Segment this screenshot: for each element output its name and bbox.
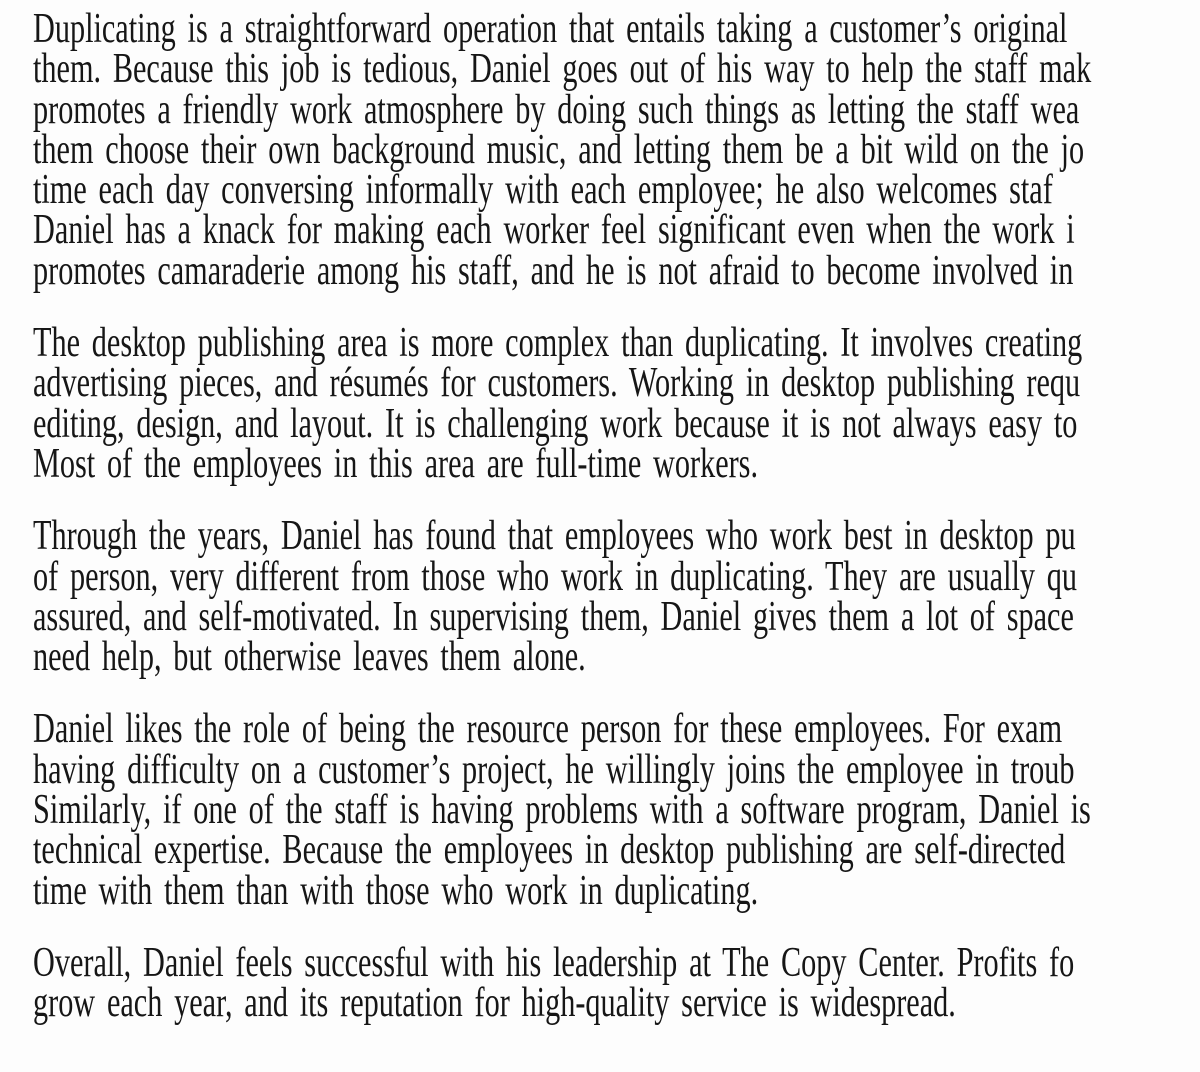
paragraph: [33, 6, 1200, 294]
text-line: grow each year, and its reputation for high-quality service is widespread.: [33, 980, 956, 1027]
text-line: Overall, Daniel feels successful with his leadership at The Copy Center. Profits fo: [33, 939, 1075, 986]
text-line: time with them than with those who work in duplicating.: [33, 867, 759, 914]
text-line: assured, and self-motivated. In supervising them, Daniel gives them a lot of space: [33, 593, 1074, 640]
text-line: Most of the employees in this area are full-time workers.: [33, 440, 759, 487]
text-line: them choose their own background music, and letting them be a bit wild on the jo: [33, 126, 1085, 173]
paragraph: [33, 706, 1200, 914]
text-line: advertising pieces, and résumés for customers. Working in desktop publishing requ: [33, 360, 1081, 407]
text-line: promotes camaraderie among his staff, and he is not afraid to become involved in: [33, 247, 1074, 294]
text-line: Similarly, if one of the staff is having problems with a software program, Daniel is: [33, 787, 1091, 834]
text-line: technical expertise. Because the employees in desktop publishing are self-directed: [33, 827, 1066, 874]
text-line: promotes a friendly work atmosphere by doing such things as letting the staff wea: [33, 86, 1080, 133]
text-line: need help, but otherwise leaves them alone.: [33, 634, 586, 681]
text-line: having difficulty on a customer’s project, he willingly joins the employee in troub: [33, 746, 1075, 793]
text-line: them. Because this job is tedious, Daniel goes out of his way to help the staff mak: [33, 46, 1092, 93]
paragraph: [33, 939, 1200, 1027]
text-line: The desktop publishing area is more complex than duplicating. It involves creating: [33, 320, 1083, 367]
text-line: Duplicating is a straightforward operation that entails taking a customer’s original: [33, 6, 1068, 52]
text-line: Through the years, Daniel has found that employees who work best in desktop pu: [33, 513, 1076, 560]
text-line: of person, very different from those who work in duplicating. They are usually qu: [33, 553, 1078, 600]
paragraph: [33, 320, 1200, 487]
text-line: time each day conversing informally with each employee; he also welcomes staf: [33, 167, 1053, 214]
text-line: editing, design, and layout. It is challenging work because it is not always easy to: [33, 400, 1078, 447]
text-line: Daniel likes the role of being the resource person for these employees. For exam: [33, 706, 1063, 753]
paragraph: [33, 513, 1200, 681]
text-line: Daniel has a knack for making each worker feel significant even when the work i: [33, 207, 1075, 254]
